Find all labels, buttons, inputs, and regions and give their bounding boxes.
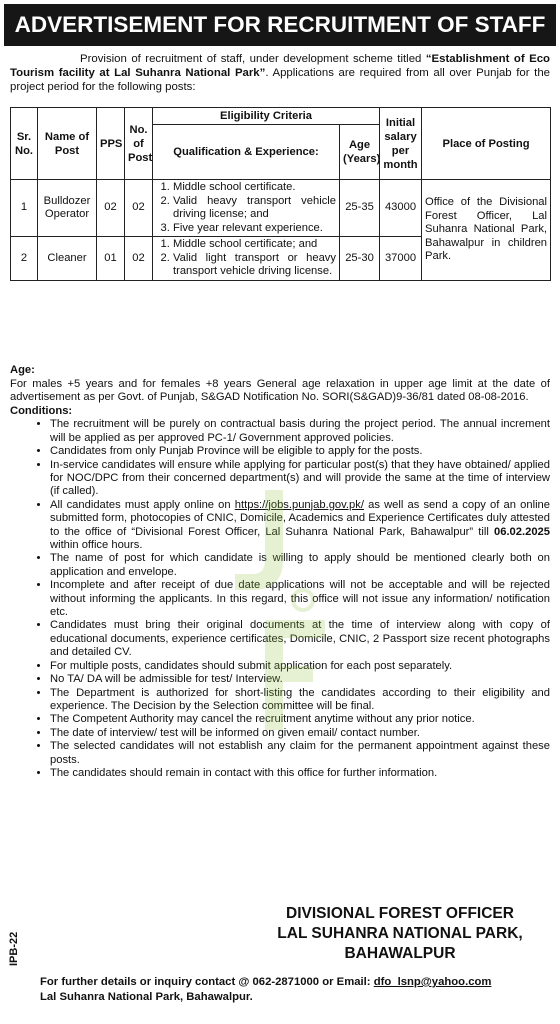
conditions-list [10,418,550,780]
ipb-code: IPB-22 [8,931,20,966]
online-post: within office hours. [50,539,143,552]
signature-line: LAL SUHANRA NATIONAL PARK, [277,925,523,942]
condition-item: • The recruitment will be purely on contractual basis during the project period. The annual increment will be applied as per approved PC-1/ Government approved policies. [50,418,550,445]
row-pps: 01 [97,237,125,281]
online-mid: as well as send a copy of an online submitted form, photocopies of CNIC, Domicile, Academics and Experience Certificates duly attested to the office of “Divisional Forest Officer, Lal Suhanra National Park, Bahawalpur” till [50,498,550,538]
row-posts: 02 [125,180,153,237]
contact-pre: For further details or inquiry contact @ 062-2871000 or Email: [40,976,374,988]
signature-block [250,904,550,964]
header-eligibility: Eligibility Criteria [153,108,380,125]
row-age: 25-30 [340,237,380,281]
qualification-item: 2. Valid heavy transport vehicle driving license; and [173,195,336,222]
page-title: ADVERTISEMENT FOR RECRUITMENT OF STAFF [4,4,556,46]
email-link[interactable]: dfo_lsnp@yahoo.com [373,976,492,988]
condition-item: • The Competent Authority may cancel the recruitment anytime without any prior notice. [50,713,550,726]
condition-item: • Candidates from only Punjab Province will be eligible to apply for the posts. [50,445,550,458]
signature-line: DIVISIONAL FOREST OFFICER [286,905,514,922]
row-sr: 2 [11,237,38,281]
row-qualifications [153,237,340,281]
condition-item: • In-service candidates will ensure while applying for particular post(s) that they have obtained/ applied for NOC/DPC from their concerned department(s) and will provide the same at the time of interview (if called). [50,459,550,499]
qualification-item: 1. Middle school certificate; and [173,238,336,252]
row-posts: 02 [125,237,153,281]
header-place: Place of Posting [422,108,551,180]
header-age: Age (Years) [340,125,380,180]
table-row [11,180,551,237]
place-of-posting: Office of the Divisional Forest Officer, Lal Suhanra National Park, Bahawalpur in children Park. [422,180,551,281]
jobs-portal-link[interactable]: https://jobs.punjab.gov.pk/ [234,498,364,511]
condition-item: • The candidates should remain in contact with this office for further information. [50,767,550,780]
header-posts: No. of Post [125,108,153,180]
condition-item: • For multiple posts, candidates should submit application for each post separately. [50,660,550,673]
age-heading: Age: [10,364,35,376]
intro-post: . Applications are required from all over Punjab for the project period for the following posts: [10,67,550,93]
conditions-heading: Conditions: [10,404,73,417]
header-sr: Sr. No. [11,108,38,180]
condition-item: • No TA/ DA will be admissible for test/ Interview. [50,673,550,686]
header-qualification: Qualification & Experience: [153,125,340,180]
age-section [10,364,550,780]
intro-pre: Provision of recruitment of staff, under development scheme titled [80,53,426,65]
condition-item: • The Department is authorized for short-listing the candidates according to their eligibility and experience. The Decision by the Selection committee will be final. [50,687,550,714]
row-age: 25-35 [340,180,380,237]
row-sr: 1 [11,180,38,237]
online-pre: All candidates must apply online on [50,498,235,511]
row-pps: 02 [97,180,125,237]
qualification-item: 3. Five year relevant experience. [173,222,336,236]
condition-item: • The name of post for which candidate is willing to apply should be mentioned clearly both on application and envelope. [50,552,550,579]
row-salary: 43000 [380,180,422,237]
scheme-title: “Establishment of Eco Tourism facility at Lal Suhanra National Park” [10,53,550,79]
condition-item: • The date of interview/ test will be informed on given email/ contact number. [50,727,550,740]
deadline-date: 06.02.2025 [494,525,550,538]
signature-line: BAHAWALPUR [344,945,456,962]
row-post-name: Cleaner [38,237,97,281]
contact-address: Lal Suhanra National Park, Bahawalpur. [40,991,253,1003]
condition-item: • Incomplete and after receipt of due date applications will not be acceptable and will be rejected without informing the applicants. In this regard, this office will not issue any information/ notification etc. [50,579,550,619]
contact-info [40,975,555,1005]
row-salary: 37000 [380,237,422,281]
posts-table [10,107,551,281]
header-pps: PPS [97,108,125,180]
header-name: Name of Post [38,108,97,180]
header-salary: Initial salary per month [380,108,422,180]
condition-item: • The selected candidates will not establish any claim for the permanent appointment against these posts. [50,740,550,767]
qualification-item: 2. Valid light transport or heavy transport vehicle driving license. [173,252,336,279]
qualification-item: 1. Middle school certificate. [173,181,336,195]
condition-item: • Candidates must bring their original documents at the time of interview along with copy of educational documents, experience certificates, Domicile, CNIC, 2 Passport size recent photographs and detailed CV. [50,619,550,659]
row-post-name: Bulldozer Operator [38,180,97,237]
intro-paragraph [10,52,550,94]
condition-item-online [50,499,550,553]
row-qualifications [153,180,340,237]
age-text: For males +5 years and for females +8 years General age relaxation in upper age limit at the date of advertisement as per Govt. of Punjab, S&GAD Notification No. SORI(S&GAD)9-36/81 dated 08-08-2016. [10,377,550,404]
